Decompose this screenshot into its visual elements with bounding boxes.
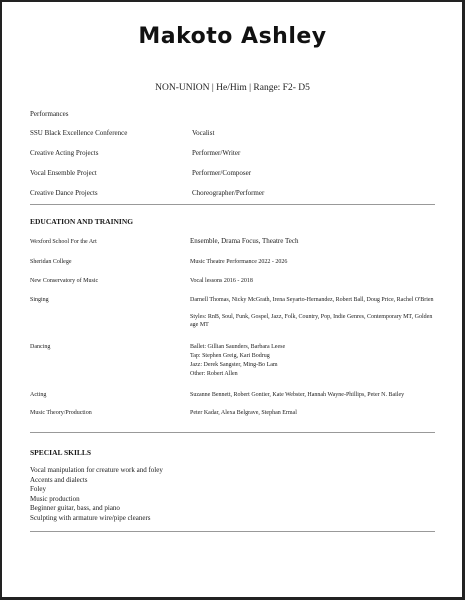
skills-list	[30, 466, 163, 524]
training-detail: Music Theatre Performance 2022 - 2026	[190, 259, 288, 265]
skill-item: Foley	[30, 485, 46, 494]
training-detail: Ensemble, Drama Focus, Theatre Tech	[190, 237, 299, 245]
skills-heading: SPECIAL SKILLS	[30, 448, 92, 457]
training-label: New Conservatory of Music	[30, 278, 99, 284]
performance-title: SSU Black Excellence Conference	[30, 129, 128, 137]
training-label: Acting	[30, 392, 47, 398]
training-label: Dancing	[30, 344, 51, 350]
performance-role: Performer/Writer	[192, 149, 241, 157]
training-label: Sheridan College	[30, 259, 72, 265]
training-detail: Styles: RnB, Soul, Funk, Gospel, Jazz, Folk, Country, Pop, Indie Genres, Contemporary MT, Golden age MT	[190, 314, 433, 329]
section-divider	[30, 204, 435, 205]
section-divider	[30, 531, 435, 532]
training-detail: Jazz: Derek Sangster, Ming-Bo Lam	[190, 362, 278, 368]
skill-item: Beginner guitar, bass, and piano	[30, 504, 120, 513]
performance-title: Vocal Ensemble Project	[30, 169, 97, 177]
training-label: Music Theory/Production	[30, 410, 92, 416]
training-label: Wexford School For the Art	[30, 239, 97, 245]
performer-subtitle: NON-UNION | He/Him | Range: F2- D5	[155, 83, 310, 93]
training-detail: Vocal lessons 2016 - 2018	[190, 278, 253, 284]
training-detail: Suzanne Bennett, Robert Gontier, Kate Webster, Hannah Wayne-Phillips, Peter N. Bailey	[190, 392, 405, 398]
skill-item: Vocal manipulation for creature work and foley	[30, 466, 163, 474]
training-label: Singing	[30, 297, 49, 303]
performance-role: Vocalist	[192, 129, 215, 137]
training-detail: Ballet: Gillian Saunders, Barbara Leese	[190, 344, 286, 350]
performance-role: Choreographer/Performer	[192, 189, 265, 197]
skill-item: Music production	[30, 494, 80, 503]
education-heading: EDUCATION AND TRAINING	[30, 217, 134, 226]
training-detail: Tap: Stephen Greig, Kari Bodrug	[190, 353, 270, 359]
performances-heading: Performances	[30, 110, 69, 118]
performer-name: Makoto Ashley	[138, 24, 327, 49]
performance-title: Creative Acting Projects	[30, 149, 99, 157]
skill-item: Sculpting with armature wire/pipe cleaners	[30, 513, 151, 522]
training-detail: Other: Robert Allen	[190, 371, 238, 377]
performance-role: Performer/Composer	[192, 169, 252, 177]
section-divider	[30, 432, 435, 433]
performance-title: Creative Dance Projects	[30, 189, 98, 197]
skill-item: Accents and dialects	[30, 475, 88, 484]
training-detail: Peter Kadar, Alexa Belgrave, Stephan Ermal	[190, 410, 297, 416]
training-detail: Darnell Thomas, Nicky McGrath, Irena Seyarto-Hernandez, Robert Ball, Doug Price, Rachel O'Brien	[190, 297, 434, 303]
